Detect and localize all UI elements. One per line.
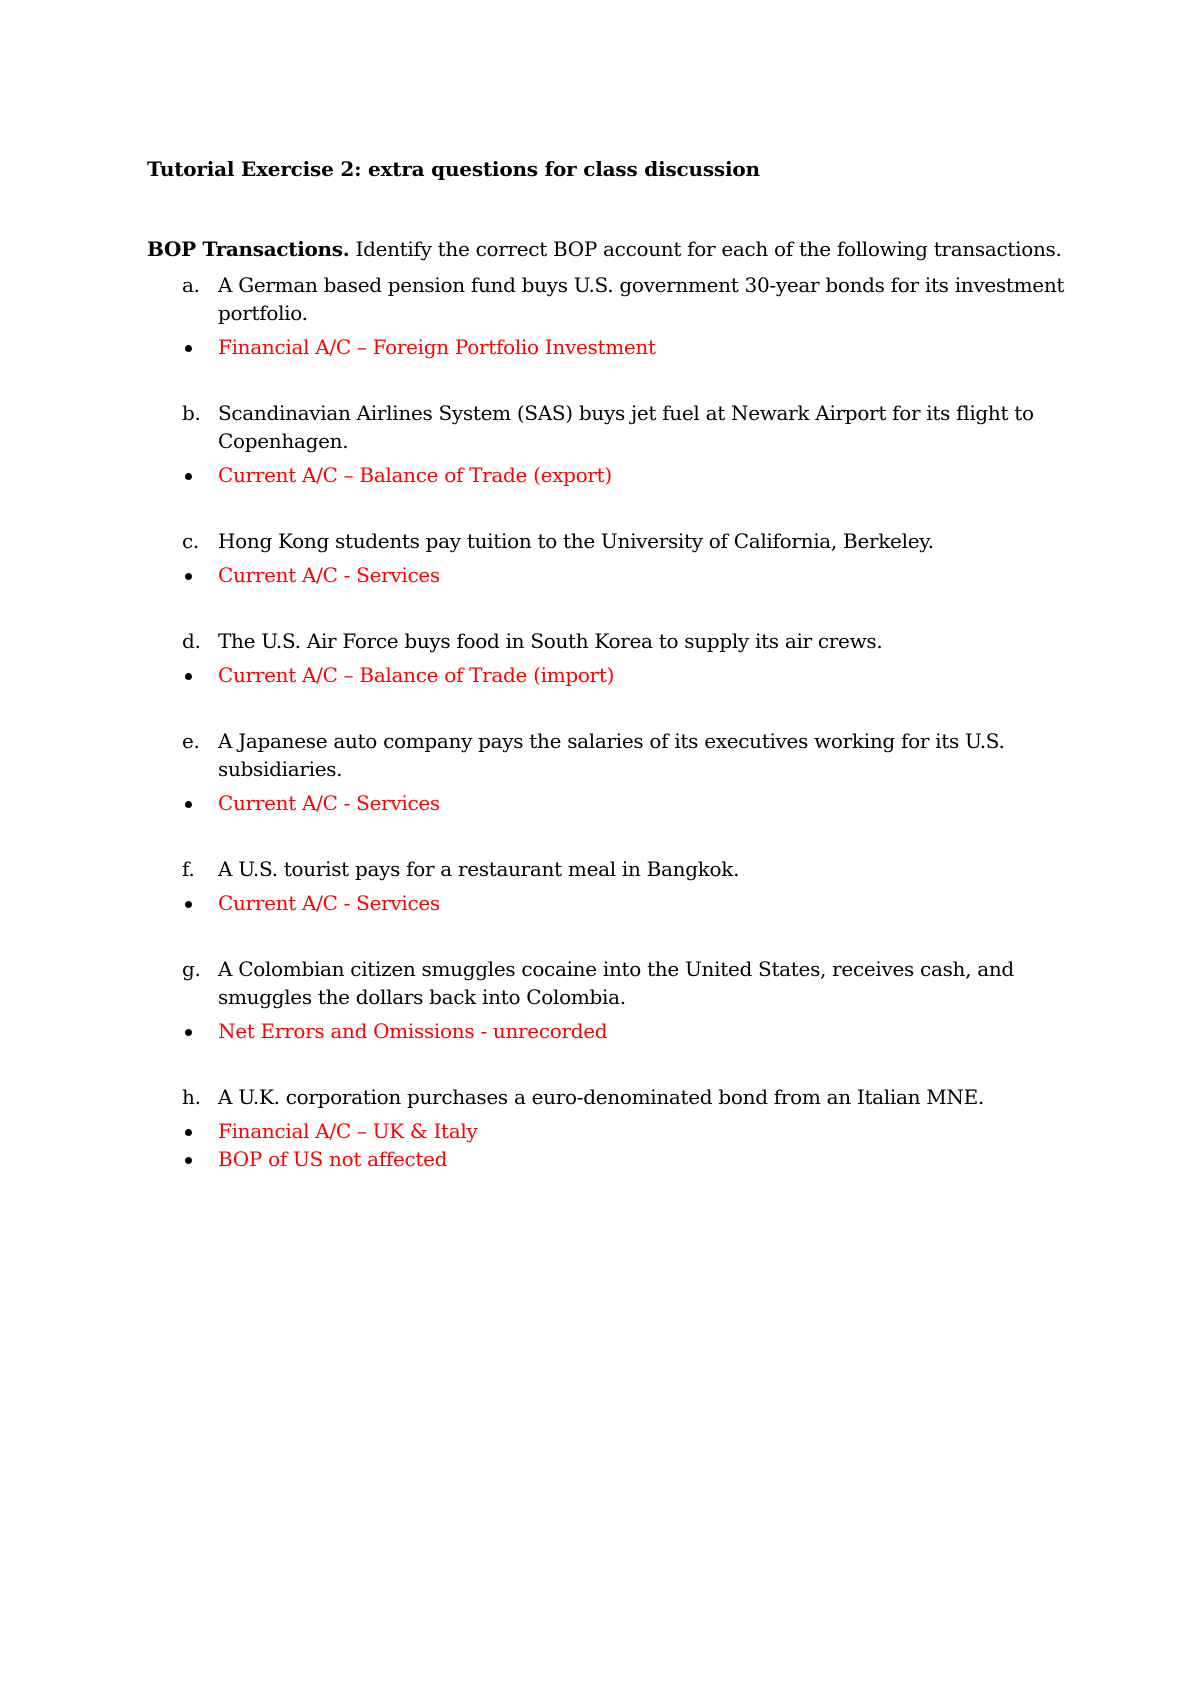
- question-row: [147, 727, 1097, 783]
- answer-text: Financial A/C – UK & Italy: [218, 1119, 478, 1143]
- answer-row: [147, 789, 1097, 817]
- question-row: [147, 271, 1097, 327]
- document-title: Tutorial Exercise 2: extra questions for class discussion: [147, 157, 760, 181]
- question-item: [147, 527, 1097, 589]
- answer-row: [147, 661, 1097, 689]
- question-item: [147, 955, 1097, 1045]
- answer-row: [147, 561, 1097, 589]
- bullet-icon: [147, 561, 218, 589]
- answer-row: [147, 889, 1097, 917]
- bullet-icon: [147, 661, 218, 689]
- question-row: [147, 399, 1097, 455]
- bullet-icon: [147, 461, 218, 489]
- question-text: A Japanese auto company pays the salaries of its executives working for its U.S. subsidiaries.: [218, 729, 1005, 781]
- question-letter: g.: [182, 957, 201, 981]
- question-row: [147, 855, 1097, 883]
- answer-row: [147, 1017, 1097, 1045]
- answer-text: BOP of US not affected: [218, 1147, 448, 1171]
- question-letter: f.: [182, 857, 195, 881]
- question-text: Hong Kong students pay tuition to the University of California, Berkeley.: [218, 529, 934, 553]
- section-heading: BOP Transactions.: [147, 237, 350, 261]
- section-instruction: Identify the correct BOP account for each of the following transactions.: [349, 237, 1062, 261]
- question-letter: h.: [182, 1085, 201, 1109]
- bullet-icon: [147, 1017, 218, 1045]
- answer-text: Current A/C - Services: [218, 891, 440, 915]
- question-item: [147, 1083, 1097, 1173]
- question-text: A U.K. corporation purchases a euro-denominated bond from an Italian MNE.: [218, 1085, 984, 1109]
- question-row: [147, 627, 1097, 655]
- question-letter: e.: [182, 729, 200, 753]
- bullet-icon: [147, 1117, 218, 1145]
- answer-text: Net Errors and Omissions - unrecorded: [218, 1019, 608, 1043]
- question-letter: c.: [182, 529, 199, 553]
- question-item: [147, 271, 1097, 361]
- question-item: [147, 627, 1097, 689]
- bullet-icon: [147, 789, 218, 817]
- question-list: [147, 271, 1097, 1173]
- answer-row: [147, 333, 1097, 361]
- bullet-icon: [147, 333, 218, 361]
- answer-row: [147, 1145, 1097, 1173]
- answer-row: [147, 1117, 1097, 1145]
- question-text: A U.S. tourist pays for a restaurant meal in Bangkok.: [218, 857, 740, 881]
- question-item: [147, 855, 1097, 917]
- question-row: [147, 1083, 1097, 1111]
- question-text: A German based pension fund buys U.S. government 30-year bonds for its investment portfolio.: [218, 273, 1065, 325]
- answer-text: Current A/C – Balance of Trade (export): [218, 463, 612, 487]
- document-body: [147, 155, 1097, 1211]
- answer-text: Current A/C - Services: [218, 563, 440, 587]
- question-letter: d.: [182, 629, 201, 653]
- bullet-icon: [147, 1145, 218, 1173]
- question-letter: a.: [182, 273, 200, 297]
- question-text: A Colombian citizen smuggles cocaine into the United States, receives cash, and smuggles the dollars back into Colombia.: [218, 957, 1014, 1009]
- bullet-icon: [147, 889, 218, 917]
- question-item: [147, 399, 1097, 489]
- question-text: Scandinavian Airlines System (SAS) buys jet fuel at Newark Airport for its flight to Copenhagen.: [218, 401, 1034, 453]
- question-row: [147, 527, 1097, 555]
- question-text: The U.S. Air Force buys food in South Korea to supply its air crews.: [218, 629, 883, 653]
- answer-text: Financial A/C – Foreign Portfolio Investment: [218, 335, 656, 359]
- question-letter: b.: [182, 401, 201, 425]
- answer-row: [147, 461, 1097, 489]
- section-intro: [147, 235, 1097, 263]
- question-item: [147, 727, 1097, 817]
- question-row: [147, 955, 1097, 1011]
- answer-text: Current A/C – Balance of Trade (import): [218, 663, 615, 687]
- answer-text: Current A/C - Services: [218, 791, 440, 815]
